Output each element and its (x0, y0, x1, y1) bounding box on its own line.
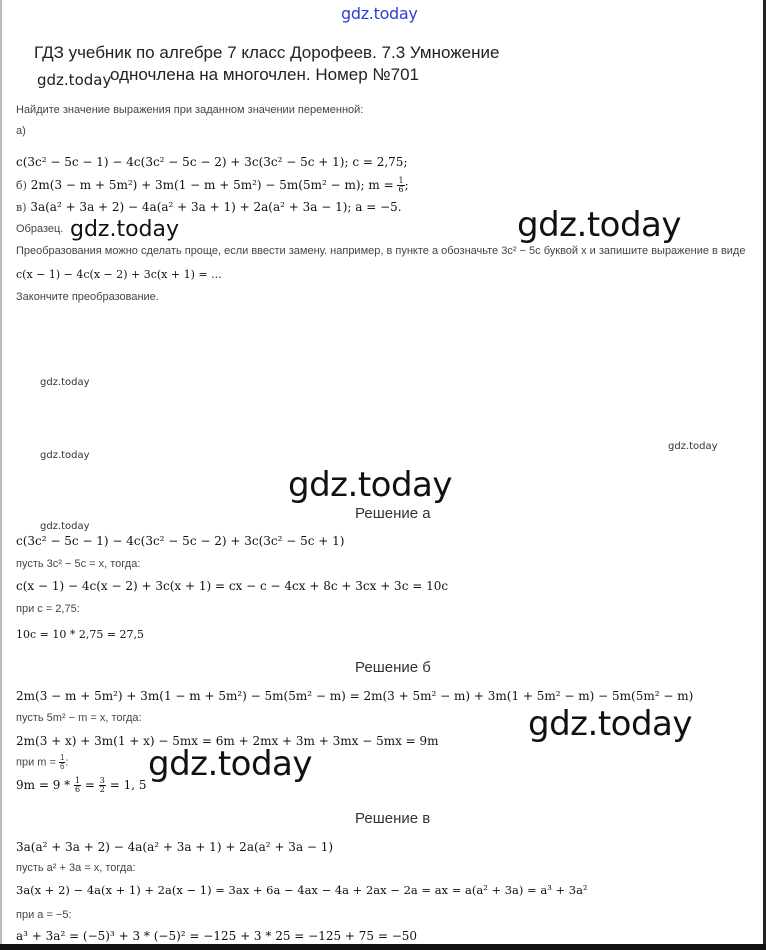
watermark-small-1: gdz.today (40, 377, 90, 388)
solution-v-line3: 3a(x + 2) − 4a(x + 1) + 2a(x − 1) = 3ax + 6a − 4ax − 4a + 2ax − 2a = ax = a(a² + 3a) = a³ + 3a² (16, 883, 588, 897)
solution-a-line2: пусть 3c² − 5c = x, тогда: (16, 558, 141, 570)
task-v-expression: 3a(a² + 3a + 2) − 4a(a² + 3a + 1) + 2a(a² + 3a − 1); a = −5. (30, 200, 402, 214)
site-logo-link[interactable]: gdz.today (341, 4, 418, 23)
solution-b-line4: при m = $\frac{1}{6}$ : (16, 753, 69, 771)
solution-v-line1: 3a(a² + 3a + 2) − 4a(a² + 3a + 1) + 2a(a² + 3a − 1) (16, 840, 334, 854)
watermark-sample: gdz.today (70, 217, 180, 242)
task-b-fraction-num: 1 (398, 176, 404, 185)
solution-b-line1: 2m(3 − m + 5m²) + 3m(1 − m + 5m²) − 5m(5m² − m) = 2m(3 + 5m² − m) + 3m(1 + 5m² − m) − 5m(5m² − m) (16, 689, 694, 703)
hint-expression: c(x − 1) − 4c(x − 2) + 3c(x + 1) = ... (16, 268, 222, 281)
solution-v-line4: при a = −5: (16, 909, 72, 921)
task-b-expression: 2m(3 − m + 5m²) + 3m(1 − m + 5m²) − 5m(5m² − m); m = (30, 178, 394, 192)
solution-b-line4-prefix: при m = (16, 756, 56, 769)
fraction-num: 1 (59, 753, 65, 762)
task-a-expression: c(3c² − 5c − 1) − 4c(3c² − 5c − 2) + 3c(3c² − 5c + 1); c = 2,75; (16, 155, 408, 169)
watermark-small-3: gdz.today (668, 441, 718, 452)
task-a-label: а) (16, 125, 26, 137)
fraction-den: 6 (59, 762, 65, 771)
page-title-line1: ГДЗ учебник по алгебре 7 класс Дорофеев. 7.3 Умножение (34, 43, 500, 62)
watermark-left: gdz.today (148, 744, 312, 784)
watermark-right-2: gdz.today (528, 704, 692, 744)
solution-b-line5-mid: = (84, 778, 95, 792)
solution-a-line3: c(x − 1) − 4c(x − 2) + 3c(x + 1) = cx − c − 4cx + 8c + 3cx + 3c = 10c (16, 579, 449, 593)
watermark-right-1: gdz.today (517, 205, 681, 245)
bottom-border (0, 944, 766, 950)
solution-b-line5 (16, 777, 147, 794)
solution-b-line5-fraction2 (99, 777, 106, 794)
solution-b-line5-prefix: 9m = 9 * (16, 778, 71, 792)
task-v-label: в) (16, 201, 27, 214)
task-b-fraction (397, 177, 404, 194)
solution-b-line3: 2m(3 + x) + 3m(1 + x) − 5mx = 6m + 2mx + 3m + 3mx − 5mx = 9m (16, 734, 439, 748)
solution-a-heading: Решение а (355, 505, 431, 522)
fraction-den: 6 (74, 785, 81, 794)
task-v (16, 200, 402, 214)
fraction-den: 2 (99, 785, 105, 794)
solution-b-line5-suffix: = 1, 5 (109, 778, 147, 792)
solution-a-line1: c(3c² − 5c − 1) − 4c(3c² − 5c − 2) + 3c(3c² − 5c + 1) (16, 534, 345, 548)
watermark-center: gdz.today (288, 465, 452, 505)
finish-instruction: Закончите преобразование. (16, 291, 159, 303)
task-b: б) 2m(3 − m + 5m²) + 3m(1 − m + 5m²) − 5m(5m² − m); m = $\frac{1}{6}$ ; (16, 176, 409, 194)
solution-v-line5: a³ + 3a² = (−5)³ + 3 * (−5)² = −125 + 3 * 25 = −125 + 75 = −50 (16, 929, 418, 943)
solution-v-heading: Решение в (355, 810, 431, 827)
solution-b-line2: пусть 5m² − m = x, тогда: (16, 712, 142, 724)
page-title-line2: одночлена на многочлен. Номер №701 (110, 65, 419, 84)
solution-b-heading: Решение б (355, 659, 431, 676)
solution-a-line5: 10c = 10 * 2,75 = 27,5 (16, 628, 145, 641)
fraction-num: 1 (74, 776, 81, 785)
watermark-small-4: gdz.today (40, 521, 90, 532)
solution-a-line4: при c = 2,75: (16, 603, 80, 615)
solution-v-line2: пусть a² + 3a = x, тогда: (16, 862, 136, 874)
hint-text: Преобразования можно сделать проще, если ввести замену. например, в пункте a обозначьте 3c² − 5c буквой x и запишите выражение в виде (16, 245, 746, 257)
left-border (0, 0, 2, 950)
watermark-small-2: gdz.today (40, 450, 90, 461)
solution-b-line5-fraction1 (74, 777, 81, 794)
fraction-num: 3 (99, 776, 105, 785)
task-b-fraction-den: 6 (398, 185, 404, 194)
sample-label: Образец. (16, 223, 64, 235)
task-intro: Найдите значение выражения при заданном значении переменной: (16, 104, 364, 116)
task-b-label: б) (16, 179, 27, 192)
watermark-title: gdz.today (37, 71, 112, 89)
